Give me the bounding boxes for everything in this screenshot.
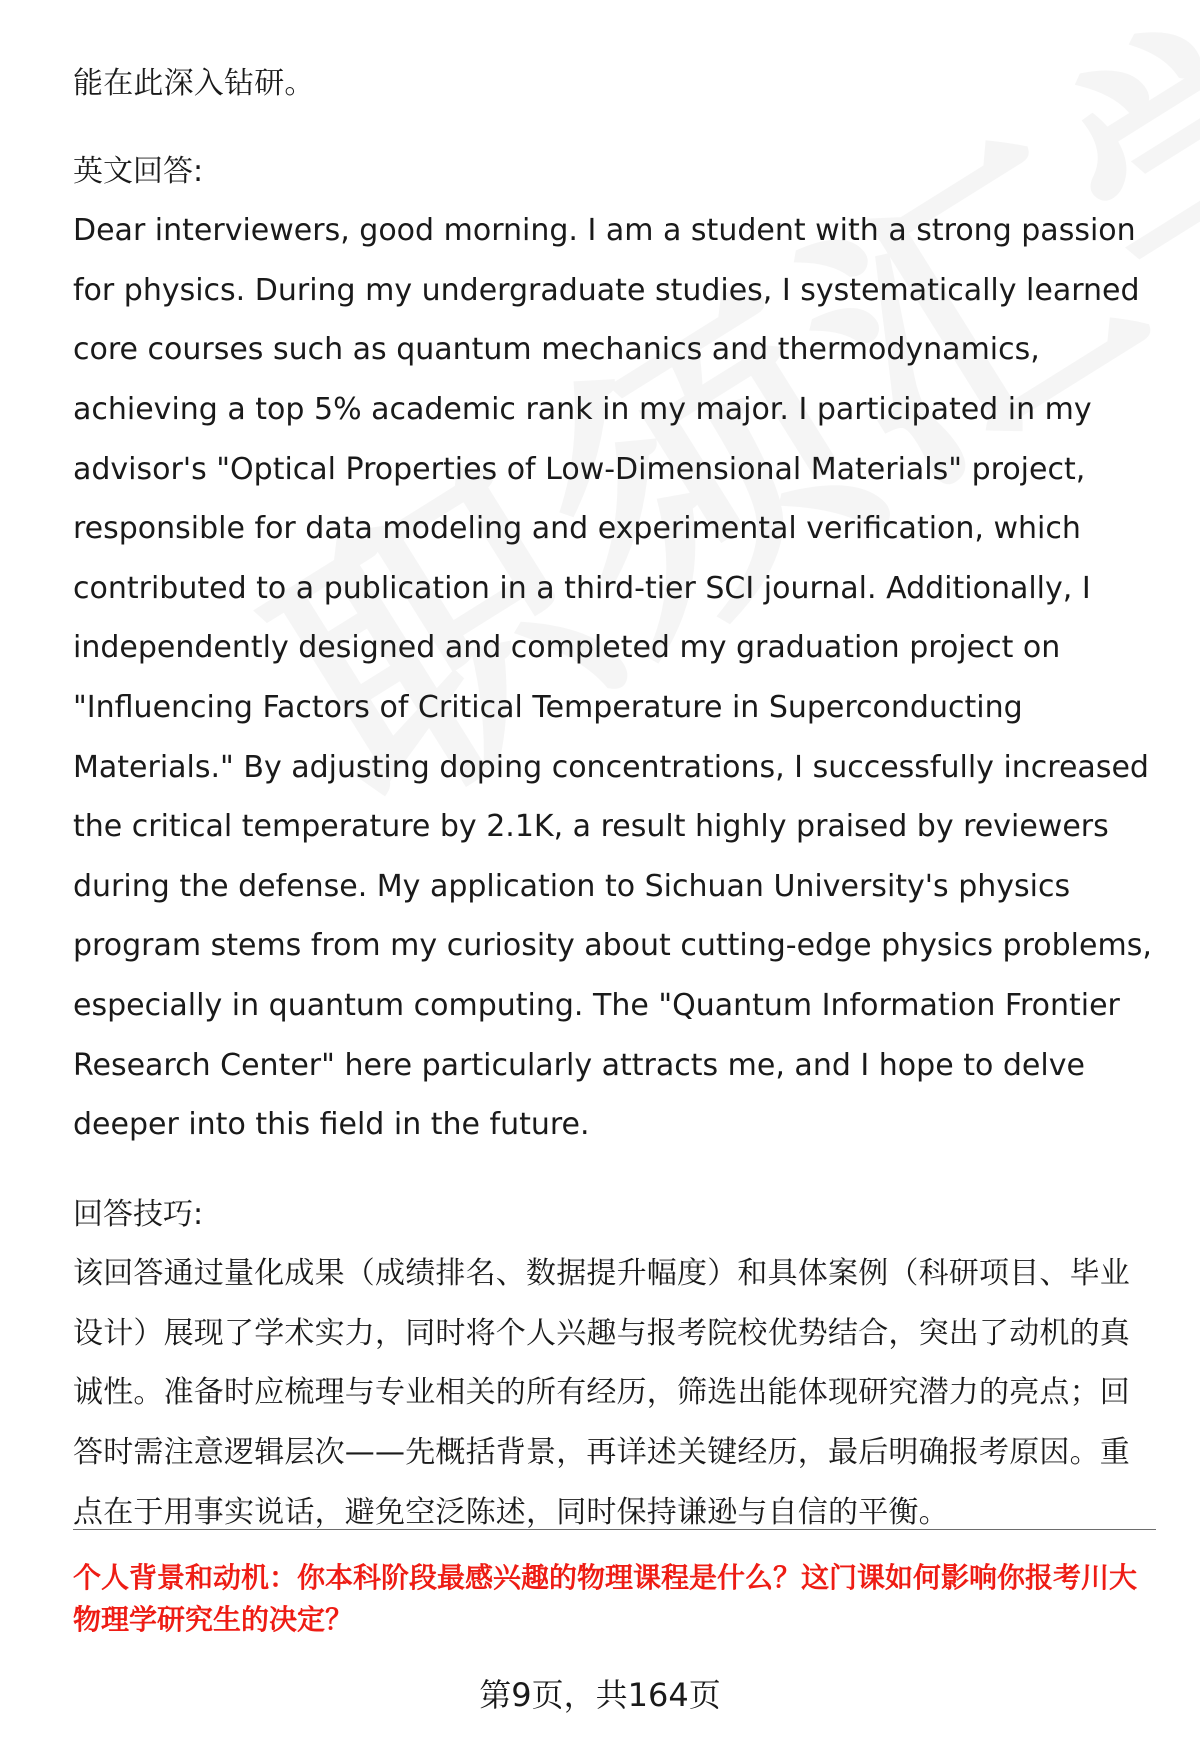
continued-answer-text: 能在此深入钻研。: [73, 66, 315, 101]
spacer: [73, 114, 1153, 142]
tips-text: 该回答通过量化成果（成绩排名、数据提升幅度）和具体案例（科研项目、毕业设计）展现了学术实力，同时将个人兴趣与报考院校优势结合，突出了动机的真诚性。准备时应梳理与专业相关的所有经历，筛选出能体现研究潜力的亮点；回答时需注意逻辑层次——先概括背景，再详述关键经历，最后明确报考原因。重点在于用事实说话，避免空泛陈述，同时保持谦逊与自信的平衡。: [73, 1256, 1130, 1530]
page-number-footer: 第9页，共164页: [479, 1676, 721, 1714]
spacer: [73, 1155, 1153, 1185]
english-answer-text: Dear interviewers, good morning. I am a student with a strong passion for physics. During my undergraduate studies, I systematically learned core courses such as quantum mechanics and thermodynamics, achieving a top 5% academic rank in my major. I participated in my advisor's "Optical Properties of Low-Dimensional Materials" project, responsible for data modeling and experimental verification, which contributed to a publication in a third-tier SCI journal. Additionally, I independently designed and completed my graduation project on "Influencing Factors of Critical Temperature in Superconducting Materials." By adjusting doping concentrations, I successfully increased the critical temperature by 2.1K, a result highly praised by reviewers during the defense. My application to Sichuan University's physics program stems from my curiosity about cutting-edge physics problems, especially in quantum computing. The "Quantum Information Frontier Research Center" here particularly attracts me, and I hope to delve deeper into this field in the future.: [73, 213, 1152, 1143]
page-content: [73, 54, 1153, 1542]
next-question-title: 个人背景和动机：你本科阶段最感兴趣的物理课程是什么？这门课如何影响你报考川大物理学研究生的决定？: [73, 1561, 1138, 1636]
tips-heading: 回答技巧:: [73, 1196, 204, 1232]
section-divider: [73, 1529, 1156, 1530]
english-answer-heading: 英文回答:: [73, 153, 204, 189]
